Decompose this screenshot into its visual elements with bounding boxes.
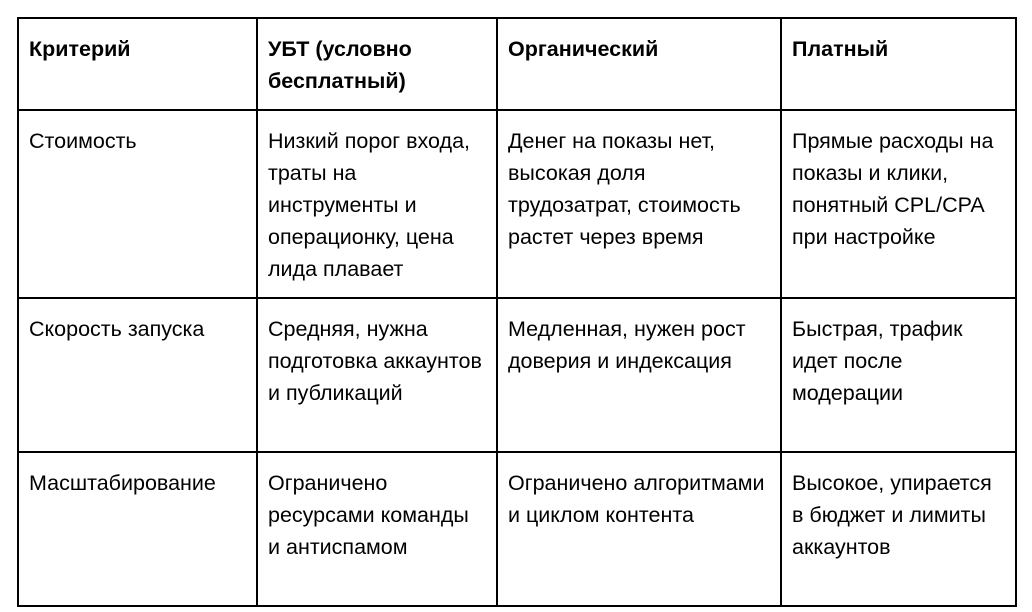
cell-paid: Прямые расходы на показы и клики, понятный CPL/CPA при настройке — [781, 110, 1016, 298]
cell-criterion: Стоимость — [18, 110, 257, 298]
header-paid: Платный — [781, 18, 1016, 110]
table-header-row — [18, 18, 1016, 110]
cell-paid: Высокое, упирается в бюджет и лимиты аккаунтов — [781, 452, 1016, 606]
cell-ubt: Ограничено ресурсами команды и антиспамом — [257, 452, 497, 606]
cell-paid: Быстрая, трафик идет после модерации — [781, 298, 1016, 452]
comparison-table — [17, 17, 1017, 607]
cell-organic: Ограничено алгоритмами и циклом контента — [497, 452, 781, 606]
cell-ubt: Низкий порог входа, траты на инструменты и операционку, цена лида плавает — [257, 110, 497, 298]
header-ubt: УБТ (условно бесплатный) — [257, 18, 497, 110]
cell-criterion: Скорость запуска — [18, 298, 257, 452]
cell-organic: Медленная, нужен рост доверия и индексация — [497, 298, 781, 452]
table-row — [18, 110, 1016, 298]
cell-organic: Денег на показы нет, высокая доля трудозатрат, стоимость растет через время — [497, 110, 781, 298]
cell-criterion: Масштабирование — [18, 452, 257, 606]
header-organic: Органический — [497, 18, 781, 110]
table-row — [18, 452, 1016, 606]
cell-ubt: Средняя, нужна подготовка аккаунтов и публикаций — [257, 298, 497, 452]
table-row — [18, 298, 1016, 452]
comparison-table-container — [17, 17, 1017, 607]
header-criterion: Критерий — [18, 18, 257, 110]
